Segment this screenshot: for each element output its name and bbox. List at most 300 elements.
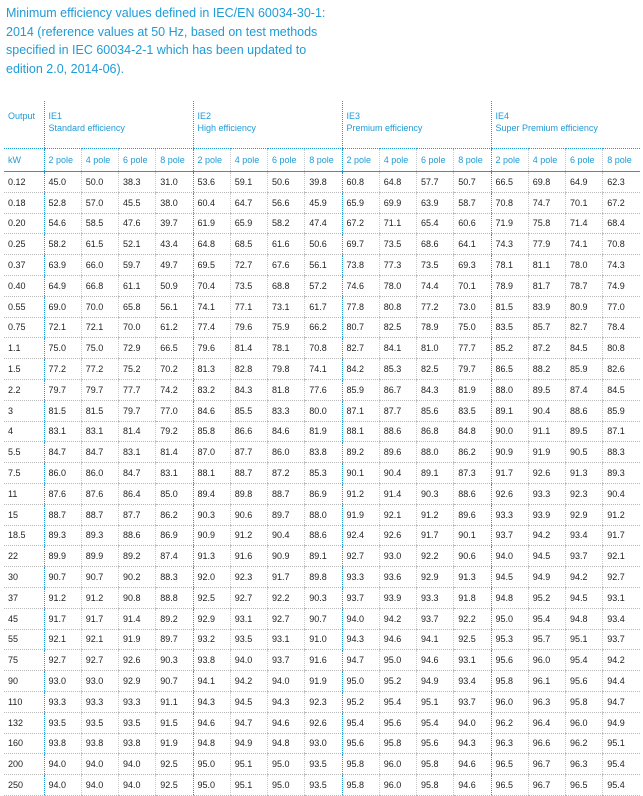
efficiency-cell: 91.3 <box>454 567 491 588</box>
efficiency-cell: 94.2 <box>379 608 416 629</box>
class-name: Super Premium efficiency <box>495 123 598 133</box>
efficiency-cell: 90.8 <box>119 587 156 608</box>
efficiency-cell: 74.7 <box>528 192 565 213</box>
output-cell: 0.40 <box>4 275 44 296</box>
efficiency-cell: 49.7 <box>156 255 193 276</box>
efficiency-cell: 63.9 <box>417 192 454 213</box>
output-cell: 0.25 <box>4 234 44 255</box>
efficiency-cell: 96.2 <box>491 712 528 733</box>
efficiency-cell: 93.4 <box>454 671 491 692</box>
efficiency-cell: 93.3 <box>528 483 565 504</box>
table-row <box>4 421 640 442</box>
efficiency-cell: 95.4 <box>528 608 565 629</box>
efficiency-cell: 74.1 <box>193 296 230 317</box>
output-cell: 0.37 <box>4 255 44 276</box>
efficiency-cell: 91.2 <box>417 504 454 525</box>
efficiency-cell: 92.5 <box>193 587 230 608</box>
efficiency-cell: 90.1 <box>454 525 491 546</box>
efficiency-cell: 92.1 <box>603 546 640 567</box>
efficiency-cell: 96.5 <box>491 754 528 775</box>
efficiency-cell: 94.8 <box>566 608 603 629</box>
efficiency-cell: 90.4 <box>528 400 565 421</box>
efficiency-cell: 74.4 <box>417 275 454 296</box>
pole-header-row <box>4 149 640 172</box>
efficiency-cell: 54.6 <box>44 213 81 234</box>
efficiency-cell: 69.0 <box>44 296 81 317</box>
output-cell: 250 <box>4 775 44 796</box>
efficiency-cell: 93.7 <box>491 525 528 546</box>
efficiency-cell: 79.7 <box>81 379 118 400</box>
efficiency-cell: 77.3 <box>379 255 416 276</box>
efficiency-cell: 84.6 <box>193 400 230 421</box>
efficiency-cell: 94.3 <box>268 691 305 712</box>
efficiency-cell: 39.7 <box>156 213 193 234</box>
efficiency-cell: 94.0 <box>119 775 156 796</box>
efficiency-cell: 74.9 <box>603 275 640 296</box>
efficiency-cell: 93.1 <box>268 629 305 650</box>
efficiency-cell: 96.0 <box>379 775 416 796</box>
efficiency-cell: 89.1 <box>417 463 454 484</box>
table-row <box>4 671 640 692</box>
efficiency-cell: 90.6 <box>230 504 267 525</box>
efficiency-cell: 90.7 <box>156 671 193 692</box>
efficiency-cell: 71.1 <box>379 213 416 234</box>
efficiency-cell: 96.0 <box>491 691 528 712</box>
efficiency-cell: 67.6 <box>268 255 305 276</box>
efficiency-cell: 95.4 <box>417 712 454 733</box>
efficiency-cell: 91.6 <box>305 650 342 671</box>
class-code: IE1 <box>48 111 63 121</box>
efficiency-cell: 62.3 <box>603 172 640 193</box>
table-row <box>4 275 640 296</box>
efficiency-cell: 56.1 <box>305 255 342 276</box>
efficiency-cell: 92.9 <box>119 671 156 692</box>
efficiency-cell: 87.2 <box>268 463 305 484</box>
efficiency-cell: 92.7 <box>81 650 118 671</box>
efficiency-cell: 94.0 <box>44 775 81 796</box>
efficiency-cell: 95.2 <box>379 671 416 692</box>
efficiency-cell: 94.1 <box>193 671 230 692</box>
output-cell: 18.5 <box>4 525 44 546</box>
efficiency-cell: 77.9 <box>528 234 565 255</box>
efficiency-cell: 94.8 <box>193 733 230 754</box>
efficiency-cell: 92.0 <box>193 567 230 588</box>
efficiency-cell: 93.7 <box>268 650 305 671</box>
efficiency-cell: 95.8 <box>342 754 379 775</box>
efficiency-cell: 94.6 <box>268 712 305 733</box>
table-row <box>4 587 640 608</box>
efficiency-cell: 70.4 <box>193 275 230 296</box>
efficiency-cell: 74.6 <box>342 275 379 296</box>
efficiency-cell: 65.8 <box>119 296 156 317</box>
efficiency-cell: 91.7 <box>603 525 640 546</box>
efficiency-cell: 70.8 <box>603 234 640 255</box>
efficiency-cell: 90.0 <box>491 421 528 442</box>
efficiency-cell: 78.9 <box>491 275 528 296</box>
efficiency-cell: 89.9 <box>44 546 81 567</box>
efficiency-cell: 95.0 <box>193 775 230 796</box>
efficiency-cell: 90.7 <box>44 567 81 588</box>
efficiency-cell: 89.9 <box>81 546 118 567</box>
output-cell: 0.12 <box>4 172 44 193</box>
efficiency-cell: 93.3 <box>81 691 118 712</box>
efficiency-cell: 90.3 <box>417 483 454 504</box>
efficiency-cell: 92.5 <box>454 629 491 650</box>
efficiency-cell: 90.1 <box>342 463 379 484</box>
efficiency-cell: 50.7 <box>454 172 491 193</box>
efficiency-cell: 94.9 <box>230 733 267 754</box>
class-header-ie3 <box>342 101 491 149</box>
efficiency-cell: 64.8 <box>193 234 230 255</box>
efficiency-cell: 81.8 <box>268 379 305 400</box>
efficiency-cell: 87.7 <box>119 504 156 525</box>
efficiency-cell: 77.2 <box>44 359 81 380</box>
efficiency-cell: 43.4 <box>156 234 193 255</box>
efficiency-cell: 91.7 <box>491 463 528 484</box>
efficiency-cell: 91.6 <box>230 546 267 567</box>
table-row <box>4 483 640 504</box>
efficiency-cell: 92.3 <box>230 567 267 588</box>
efficiency-cell: 63.9 <box>44 255 81 276</box>
efficiency-cell: 86.0 <box>44 463 81 484</box>
class-header-row <box>4 101 640 149</box>
efficiency-cell: 95.2 <box>342 691 379 712</box>
pole-header: 2 pole <box>491 149 528 172</box>
efficiency-cell: 64.9 <box>44 275 81 296</box>
pole-header: 4 pole <box>81 149 118 172</box>
pole-header: 4 pole <box>230 149 267 172</box>
heading-line: edition 2.0, 2014-06). <box>6 61 125 76</box>
efficiency-cell: 89.3 <box>603 463 640 484</box>
efficiency-cell: 80.7 <box>342 317 379 338</box>
efficiency-cell: 83.1 <box>156 463 193 484</box>
efficiency-cell: 75.2 <box>119 359 156 380</box>
efficiency-cell: 90.3 <box>305 587 342 608</box>
output-cell: 3 <box>4 400 44 421</box>
efficiency-cell: 94.3 <box>193 691 230 712</box>
efficiency-cell: 93.3 <box>342 567 379 588</box>
table-row <box>4 733 640 754</box>
pole-header: 8 pole <box>305 149 342 172</box>
efficiency-cell: 86.5 <box>491 359 528 380</box>
efficiency-cell: 92.9 <box>417 567 454 588</box>
efficiency-cell: 89.3 <box>44 525 81 546</box>
efficiency-cell: 73.5 <box>379 234 416 255</box>
efficiency-cell: 70.1 <box>566 192 603 213</box>
efficiency-cell: 73.5 <box>417 255 454 276</box>
efficiency-cell: 85.6 <box>417 400 454 421</box>
pole-header: 6 pole <box>417 149 454 172</box>
efficiency-cell: 79.7 <box>119 400 156 421</box>
efficiency-cell: 87.6 <box>44 483 81 504</box>
efficiency-cell: 66.0 <box>81 255 118 276</box>
efficiency-cell: 45.9 <box>305 192 342 213</box>
efficiency-cell: 85.5 <box>230 400 267 421</box>
efficiency-cell: 81.5 <box>81 400 118 421</box>
efficiency-cell: 85.9 <box>566 359 603 380</box>
efficiency-cell: 60.8 <box>342 172 379 193</box>
efficiency-cell: 75.0 <box>81 338 118 359</box>
efficiency-cell: 45.5 <box>119 192 156 213</box>
efficiency-cell: 77.0 <box>156 400 193 421</box>
pole-header: 4 pole <box>379 149 416 172</box>
efficiency-cell: 84.5 <box>603 379 640 400</box>
efficiency-cell: 92.1 <box>379 504 416 525</box>
class-name: Premium efficiency <box>346 123 423 133</box>
efficiency-cell: 61.2 <box>156 317 193 338</box>
efficiency-cell: 88.1 <box>193 463 230 484</box>
class-code: IE2 <box>197 111 212 121</box>
table-row <box>4 650 640 671</box>
output-cell: 11 <box>4 483 44 504</box>
efficiency-cell: 72.1 <box>81 317 118 338</box>
efficiency-cell: 91.8 <box>454 587 491 608</box>
efficiency-cell: 92.3 <box>566 483 603 504</box>
output-cell: 75 <box>4 650 44 671</box>
efficiency-cell: 92.1 <box>81 629 118 650</box>
efficiency-cell: 81.7 <box>528 275 565 296</box>
efficiency-cell: 95.1 <box>230 754 267 775</box>
efficiency-cell: 82.6 <box>603 359 640 380</box>
efficiency-cell: 96.0 <box>379 754 416 775</box>
output-cell: 110 <box>4 691 44 712</box>
efficiency-cell: 93.1 <box>454 650 491 671</box>
efficiency-cell: 96.5 <box>566 775 603 796</box>
efficiency-cell: 65.9 <box>342 192 379 213</box>
efficiency-cell: 90.4 <box>268 525 305 546</box>
efficiency-cell: 92.7 <box>44 650 81 671</box>
efficiency-cell: 69.5 <box>193 255 230 276</box>
efficiency-cell: 77.7 <box>454 338 491 359</box>
efficiency-cell: 92.9 <box>193 608 230 629</box>
efficiency-cell: 95.1 <box>566 629 603 650</box>
efficiency-cell: 95.6 <box>379 712 416 733</box>
output-header: Output <box>4 101 44 149</box>
efficiency-cell: 92.2 <box>417 546 454 567</box>
efficiency-cell: 87.0 <box>193 442 230 463</box>
efficiency-cell: 53.6 <box>193 172 230 193</box>
efficiency-cell: 91.9 <box>119 629 156 650</box>
efficiency-cell: 52.8 <box>44 192 81 213</box>
efficiency-cell: 92.9 <box>566 504 603 525</box>
efficiency-cell: 88.7 <box>230 463 267 484</box>
output-cell: 200 <box>4 754 44 775</box>
efficiency-cell: 58.2 <box>44 234 81 255</box>
efficiency-cell: 88.3 <box>603 442 640 463</box>
efficiency-cell: 77.6 <box>305 379 342 400</box>
efficiency-cell: 59.1 <box>230 172 267 193</box>
efficiency-cell: 87.1 <box>342 400 379 421</box>
efficiency-cell: 61.6 <box>268 234 305 255</box>
efficiency-cell: 90.4 <box>379 463 416 484</box>
efficiency-cell: 74.3 <box>603 255 640 276</box>
efficiency-cell: 81.9 <box>454 379 491 400</box>
efficiency-cell: 93.9 <box>528 504 565 525</box>
efficiency-cell: 89.4 <box>193 483 230 504</box>
efficiency-cell: 73.5 <box>230 275 267 296</box>
efficiency-cell: 39.8 <box>305 172 342 193</box>
efficiency-cell: 61.9 <box>193 213 230 234</box>
efficiency-cell: 93.1 <box>603 587 640 608</box>
efficiency-cell: 79.2 <box>156 421 193 442</box>
efficiency-cell: 71.9 <box>491 213 528 234</box>
efficiency-cell: 52.1 <box>119 234 156 255</box>
efficiency-cell: 94.7 <box>230 712 267 733</box>
efficiency-cell: 50.6 <box>268 172 305 193</box>
output-cell: 1.5 <box>4 359 44 380</box>
efficiency-cell: 81.0 <box>417 338 454 359</box>
efficiency-cell: 77.8 <box>342 296 379 317</box>
efficiency-cell: 61.1 <box>119 275 156 296</box>
efficiency-cell: 85.9 <box>603 400 640 421</box>
efficiency-cell: 60.6 <box>454 213 491 234</box>
efficiency-cell: 82.5 <box>417 359 454 380</box>
efficiency-cell: 92.6 <box>119 650 156 671</box>
efficiency-cell: 88.0 <box>417 442 454 463</box>
efficiency-cell: 87.7 <box>379 400 416 421</box>
efficiency-cell: 91.2 <box>81 587 118 608</box>
efficiency-cell: 70.2 <box>156 359 193 380</box>
efficiency-cell: 93.0 <box>305 733 342 754</box>
efficiency-cell: 92.1 <box>44 629 81 650</box>
efficiency-cell: 93.5 <box>305 754 342 775</box>
efficiency-cell: 94.2 <box>603 650 640 671</box>
efficiency-cell: 86.2 <box>454 442 491 463</box>
class-code: IE3 <box>346 111 361 121</box>
efficiency-cell: 86.6 <box>230 421 267 442</box>
heading-line: Minimum efficiency values defined in IEC/EN 60034-30-1: <box>6 6 326 20</box>
efficiency-cell: 93.5 <box>305 775 342 796</box>
efficiency-cell: 84.7 <box>81 442 118 463</box>
efficiency-cell: 91.0 <box>305 629 342 650</box>
efficiency-cell: 96.1 <box>528 671 565 692</box>
output-cell: 132 <box>4 712 44 733</box>
efficiency-cell: 75.0 <box>454 317 491 338</box>
efficiency-cell: 95.6 <box>566 671 603 692</box>
efficiency-cell: 78.0 <box>566 255 603 276</box>
efficiency-cell: 72.7 <box>230 255 267 276</box>
efficiency-cell: 69.3 <box>454 255 491 276</box>
efficiency-cell: 79.8 <box>268 359 305 380</box>
efficiency-cell: 86.9 <box>305 483 342 504</box>
efficiency-cell: 96.3 <box>528 691 565 712</box>
efficiency-cell: 87.6 <box>81 483 118 504</box>
efficiency-cell: 93.3 <box>44 691 81 712</box>
efficiency-cell: 86.7 <box>379 379 416 400</box>
efficiency-cell: 95.4 <box>342 712 379 733</box>
efficiency-cell: 89.6 <box>454 504 491 525</box>
efficiency-cell: 94.7 <box>603 691 640 712</box>
efficiency-cell: 86.0 <box>268 442 305 463</box>
efficiency-cell: 94.5 <box>566 587 603 608</box>
efficiency-cell: 95.0 <box>379 650 416 671</box>
efficiency-cell: 45.0 <box>44 172 81 193</box>
efficiency-cell: 78.1 <box>491 255 528 276</box>
efficiency-cell: 95.0 <box>342 671 379 692</box>
efficiency-cell: 58.2 <box>268 213 305 234</box>
efficiency-cell: 89.5 <box>528 379 565 400</box>
efficiency-cell: 91.1 <box>156 691 193 712</box>
table-row <box>4 608 640 629</box>
efficiency-cell: 96.7 <box>528 775 565 796</box>
table-row <box>4 172 640 193</box>
efficiency-cell: 78.7 <box>566 275 603 296</box>
efficiency-cell: 94.4 <box>603 671 640 692</box>
efficiency-cell: 60.4 <box>193 192 230 213</box>
efficiency-cell: 94.0 <box>81 775 118 796</box>
efficiency-cell: 92.6 <box>491 483 528 504</box>
efficiency-cell: 89.2 <box>119 546 156 567</box>
efficiency-cell: 96.2 <box>566 733 603 754</box>
efficiency-cell: 93.3 <box>417 587 454 608</box>
efficiency-cell: 96.6 <box>528 733 565 754</box>
output-cell: 22 <box>4 546 44 567</box>
efficiency-cell: 95.6 <box>491 650 528 671</box>
efficiency-cell: 90.3 <box>156 650 193 671</box>
efficiency-cell: 50.9 <box>156 275 193 296</box>
efficiency-cell: 83.8 <box>305 442 342 463</box>
efficiency-cell: 93.8 <box>81 733 118 754</box>
efficiency-cell: 85.8 <box>193 421 230 442</box>
efficiency-cell: 94.2 <box>230 671 267 692</box>
output-cell: 160 <box>4 733 44 754</box>
efficiency-cell: 84.6 <box>268 421 305 442</box>
efficiency-cell: 90.7 <box>305 608 342 629</box>
efficiency-cell: 58.5 <box>81 213 118 234</box>
efficiency-cell: 88.6 <box>379 421 416 442</box>
efficiency-cell: 64.1 <box>454 234 491 255</box>
efficiency-cell: 68.4 <box>603 213 640 234</box>
efficiency-cell: 84.3 <box>230 379 267 400</box>
efficiency-cell: 95.1 <box>417 691 454 712</box>
output-cell: 45 <box>4 608 44 629</box>
efficiency-cell: 89.8 <box>230 483 267 504</box>
efficiency-cell: 95.4 <box>379 691 416 712</box>
efficiency-table <box>4 101 640 796</box>
efficiency-cell: 90.9 <box>268 546 305 567</box>
efficiency-cell: 73.0 <box>454 296 491 317</box>
efficiency-cell: 89.8 <box>305 567 342 588</box>
efficiency-cell: 75.0 <box>44 338 81 359</box>
table-row <box>4 712 640 733</box>
efficiency-cell: 92.7 <box>268 608 305 629</box>
efficiency-cell: 93.4 <box>603 608 640 629</box>
efficiency-cell: 91.7 <box>81 608 118 629</box>
efficiency-cell: 93.3 <box>119 691 156 712</box>
efficiency-cell: 88.6 <box>566 400 603 421</box>
efficiency-cell: 86.4 <box>119 483 156 504</box>
efficiency-cell: 88.7 <box>44 504 81 525</box>
efficiency-cell: 84.5 <box>566 338 603 359</box>
efficiency-cell: 95.0 <box>193 754 230 775</box>
efficiency-cell: 91.2 <box>230 525 267 546</box>
efficiency-cell: 96.0 <box>528 650 565 671</box>
efficiency-cell: 70.8 <box>491 192 528 213</box>
table-row <box>4 234 640 255</box>
class-header-ie2 <box>193 101 342 149</box>
efficiency-cell: 81.5 <box>44 400 81 421</box>
pole-header: 2 pole <box>342 149 379 172</box>
efficiency-cell: 87.7 <box>230 442 267 463</box>
table-row <box>4 379 640 400</box>
efficiency-cell: 95.7 <box>528 629 565 650</box>
pole-header: 8 pole <box>156 149 193 172</box>
efficiency-cell: 81.9 <box>305 421 342 442</box>
efficiency-cell: 88.8 <box>156 587 193 608</box>
efficiency-cell: 94.5 <box>528 546 565 567</box>
efficiency-cell: 95.2 <box>528 587 565 608</box>
efficiency-cell: 66.8 <box>81 275 118 296</box>
